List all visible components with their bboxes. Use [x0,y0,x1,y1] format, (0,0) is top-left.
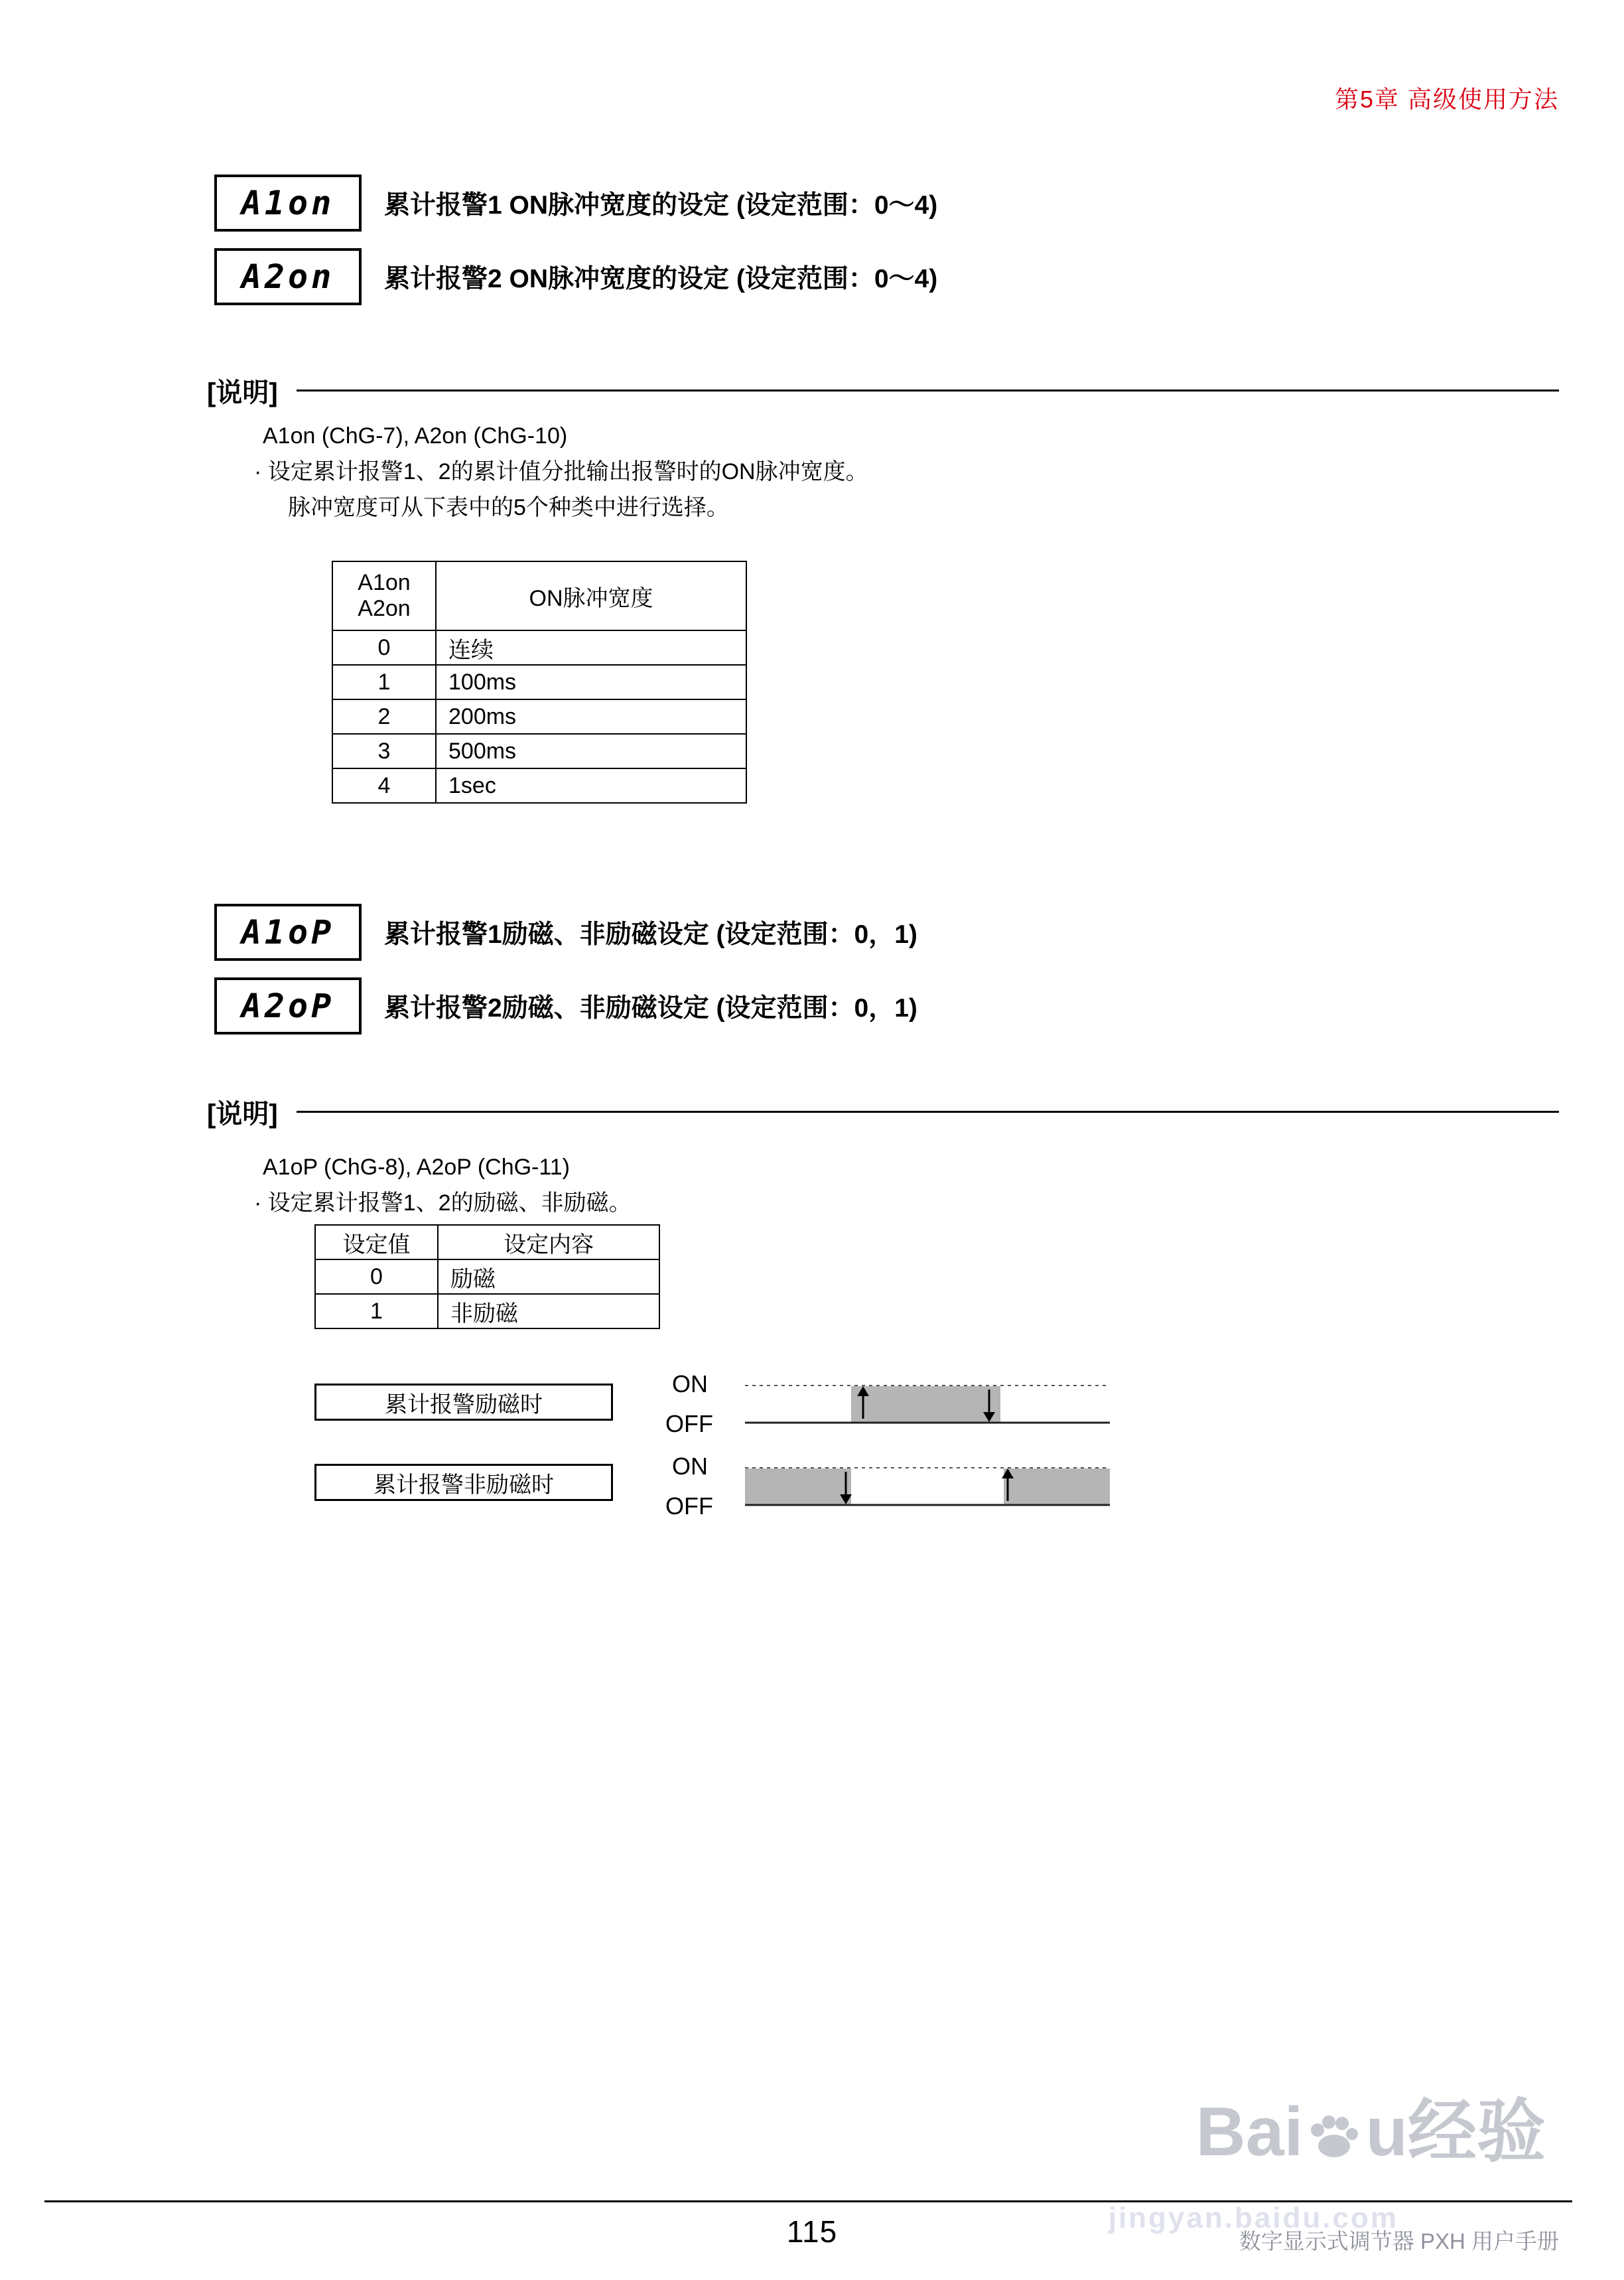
table-row [315,1259,659,1294]
watermark-brand-left: Bai [1195,2094,1304,2171]
seg-display-box [214,248,362,305]
chapter-header: 第5章 高级使用方法 [1334,86,1559,113]
on-label: ON [672,1453,708,1480]
param-description: 累计报警2 ON脉冲宽度的设定 (设定范围：0～4) [384,265,938,293]
col-width-header: ON脉冲宽度 [436,561,746,630]
cell-value: 2 [332,699,436,734]
header-line-2: A2on [358,596,411,621]
seg-display-box [214,175,362,232]
seg-display-box [214,904,362,961]
diagram-label-non-energized: 累计报警非励磁时 [314,1464,613,1501]
cell-content: 励磁 [438,1259,659,1294]
seg-code-a2on: A2on [241,257,335,296]
cell-width: 200ms [436,699,746,734]
cell-value: 1 [332,665,436,699]
waveform-energized [745,1384,1110,1424]
cell-content: 非励磁 [438,1294,659,1328]
header-line-1: A1on [358,570,411,595]
page-number: 115 [786,2214,838,2249]
table-row [315,1294,659,1328]
note-body-1 [254,418,868,526]
param-description: 累计报警1励磁、非励磁设定 (设定范围：0，1) [384,920,917,949]
watermark-brand-right: u [1365,2094,1408,2171]
waveform-non-energized [745,1466,1110,1506]
cell-value: 0 [332,630,436,665]
table-row [332,768,746,803]
manual-title: 数字显示式调节器 PXH 用户手册 [1239,2229,1559,2253]
off-label: OFF [665,1492,713,1520]
note-header-1 [207,375,1559,405]
waveform-non-energized-svg [745,1466,1110,1508]
body-line: 脉冲宽度可从下表中的5个种类中进行选择。 [288,495,729,520]
cell-width: 连续 [436,630,746,665]
table-row [332,699,746,734]
note-rule [297,1111,1559,1113]
note-rule [297,390,1559,392]
note-header-2 [207,1096,1559,1127]
excitation-table [314,1224,660,1329]
cell-width: 500ms [436,734,746,768]
cell-width: 1sec [436,768,746,803]
seg-display-box [214,977,362,1034]
cell-value: 0 [315,1259,438,1294]
table-header-row [332,561,746,630]
off-label: OFF [665,1410,713,1437]
param-row-a2on [214,248,937,305]
seg-code-a1on: A1on [241,184,335,222]
footer-rule [44,2200,1572,2202]
watermark-suffix: 经验 [1407,2094,1546,2171]
body-line: A1on (ChG-7), A2on (ChG-10) [263,423,568,449]
table-row [332,665,746,699]
body-line: A1oP (ChG-8), A2oP (ChG-11) [263,1155,570,1180]
param-row-a1op [214,904,917,961]
cell-value: 1 [315,1294,438,1328]
cell-value: 4 [332,768,436,803]
diagram-label-energized: 累计报警励磁时 [314,1384,613,1421]
waveform-energized-svg [745,1384,1110,1425]
pulse-width-table [332,561,747,804]
seg-code-a2op: A2oP [241,987,335,1025]
table-header-row [315,1225,659,1259]
note-body-2 [254,1149,632,1221]
col-setvalue-header: 设定值 [315,1225,438,1259]
param-description: 累计报警1 ON脉冲宽度的设定 (设定范围：0～4) [384,191,938,220]
watermark-baidu-jingyan [1196,2096,1546,2169]
seg-code-a1op: A1oP [241,913,335,952]
param-description: 累计报警2励磁、非励磁设定 (设定范围：0，1) [384,994,917,1023]
paw-icon [1306,2106,1363,2163]
cell-width: 100ms [436,665,746,699]
table-row [332,734,746,768]
note-label: [说明] [207,1099,278,1129]
cell-value: 3 [332,734,436,768]
body-line: · 设定累计报警1、2的励磁、非励磁。 [254,1190,632,1216]
table-row [332,630,746,665]
watermark-url: jingyan.baidu.com [1108,2202,1398,2234]
on-label: ON [672,1370,708,1397]
param-row-a1on [214,175,937,232]
col-code-header [332,561,436,630]
param-row-a2op [214,977,917,1034]
body-line: · 设定累计报警1、2的累计值分批输出报警时的ON脉冲宽度。 [254,459,868,484]
col-content-header: 设定内容 [438,1225,659,1259]
note-label: [说明] [207,378,278,407]
